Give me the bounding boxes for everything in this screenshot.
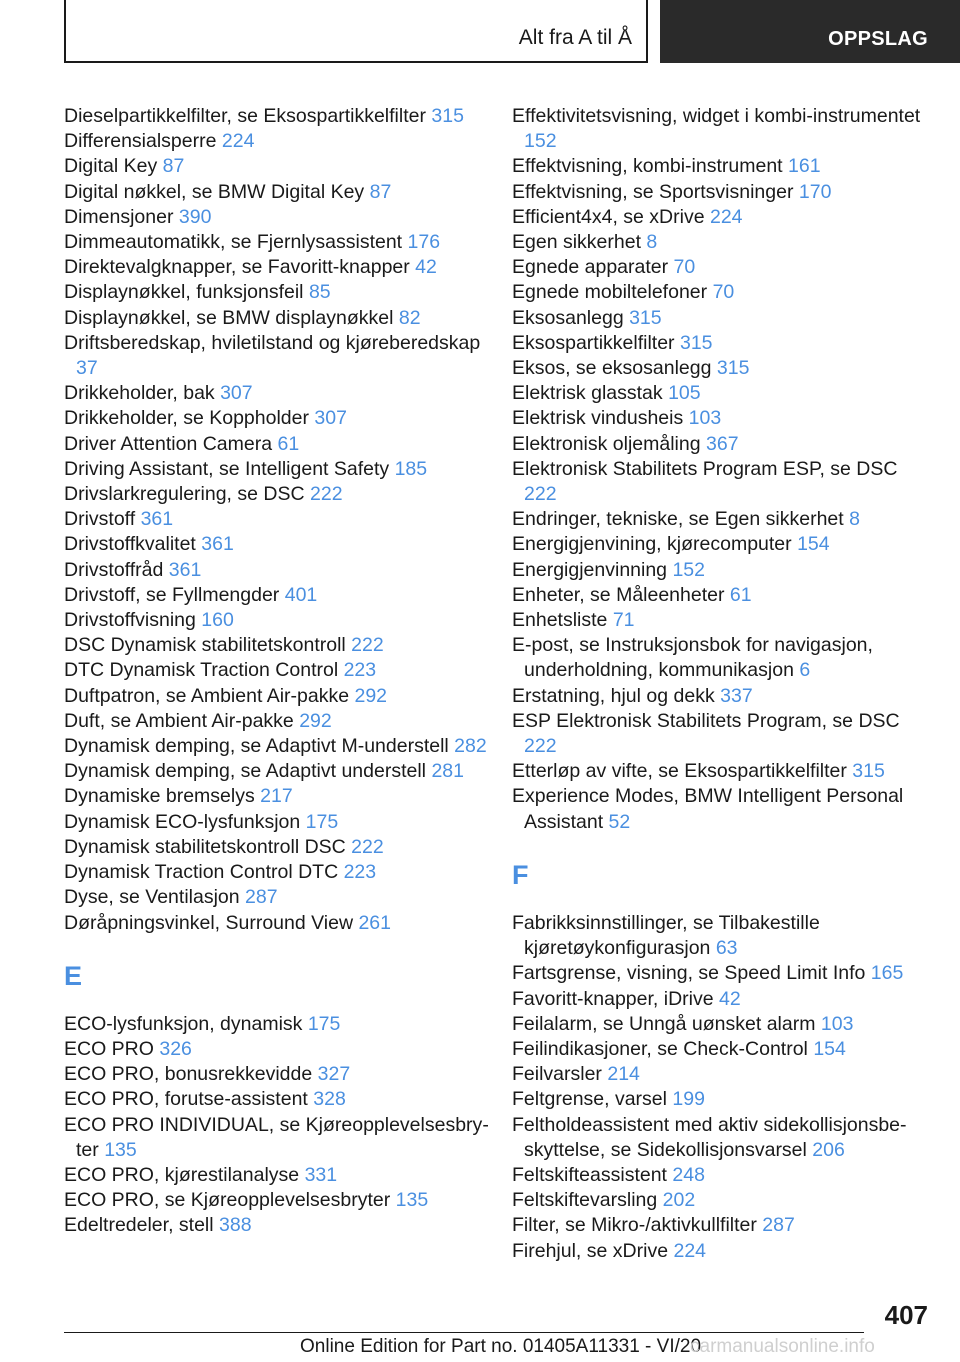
page-reference-link[interactable]: 281 xyxy=(431,760,464,783)
index-entry xyxy=(512,583,932,608)
index-entry xyxy=(512,180,932,205)
page-reference-link[interactable]: 307 xyxy=(314,407,347,430)
index-entry xyxy=(512,1163,932,1188)
page-reference-link[interactable]: 52 xyxy=(608,810,631,833)
index-entry-text: Eksospartikkelfilter xyxy=(512,331,680,354)
index-entry-text: Digital nøkkel, se BMW Digital Key xyxy=(64,180,370,203)
index-entry-text: Drivstoffråd xyxy=(64,558,169,581)
index-entry-text: Feilvarsler xyxy=(512,1063,608,1086)
index-entry xyxy=(64,633,494,658)
index-entry-text: Dynamiske bremselys xyxy=(64,785,261,808)
index-entry-text: Feltskifteassistent xyxy=(512,1163,673,1186)
page-reference-link[interactable]: 261 xyxy=(358,911,391,934)
page-reference-link[interactable]: 154 xyxy=(813,1037,846,1060)
index-entry-text: Egen sikkerhet xyxy=(512,231,647,254)
index-entry-text: Etterløp av vifte, se Eksospartikkelfilter xyxy=(512,760,853,783)
index-letter-heading: E xyxy=(64,960,83,991)
index-entry xyxy=(512,457,932,507)
index-entry-text: Feltskiftevarsling xyxy=(512,1189,663,1212)
index-entry-text: Effektvisning, kombi-instrument xyxy=(512,155,788,178)
index-entry-text: Duft, se Ambient Air-pakke xyxy=(64,709,300,732)
index-entry xyxy=(512,961,932,986)
index-entry-text: Feltholdeassistent med aktiv sidekollisjonsbeskyttelse, se Sidekollisjonsvarsel xyxy=(512,1113,907,1161)
page-reference-link[interactable]: 8 xyxy=(646,231,658,254)
index-entry xyxy=(512,532,932,557)
chapter-tab-label: OPPSLAG xyxy=(828,28,928,50)
index-entry xyxy=(64,205,494,230)
index-entry-text: Direktevalgknapper, se Favoritt-knapper xyxy=(64,256,416,279)
index-entry xyxy=(64,835,494,860)
index-entry xyxy=(512,1037,932,1062)
index-entry xyxy=(64,129,494,154)
index-entry-text: Elektrisk vindusheis xyxy=(512,407,689,430)
page-reference-link[interactable]: 199 xyxy=(672,1088,705,1111)
page-reference-link[interactable]: 223 xyxy=(343,861,377,884)
index-entry-text: Efficient4x4, se xDrive xyxy=(512,205,710,228)
index-entry-text: Drikkeholder, se Koppholder xyxy=(64,407,315,430)
index-entry-text: Duftpatron, se Ambient Air-pakke xyxy=(64,684,355,707)
edition-note: Online Edition for Part no. 01405A11331 - VI/20 xyxy=(300,1336,702,1357)
index-entry xyxy=(64,1062,494,1087)
index-entry-text: Feilalarm, se Unngå uønsket alarm xyxy=(512,1012,821,1035)
index-entry xyxy=(64,482,494,507)
page-reference-link[interactable]: 214 xyxy=(607,1063,640,1086)
page-reference-link[interactable]: 61 xyxy=(729,583,752,606)
watermark: carmanualsonline.info xyxy=(690,1336,875,1357)
page-reference-link[interactable]: 70 xyxy=(673,256,696,279)
index-entry-text: Elektronisk Stabilitets Program ESP, se DSC xyxy=(512,457,898,480)
page-reference-link[interactable]: 37 xyxy=(76,357,98,380)
index-entry xyxy=(64,784,494,809)
index-entry-text: Dynamisk demping, se Adaptivt understell xyxy=(64,760,432,783)
index-entry xyxy=(512,280,932,305)
index-entry-text: Displaynøkkel, se BMW displaynøkkel xyxy=(64,306,399,329)
page-reference-link[interactable]: 361 xyxy=(201,533,234,556)
index-entry xyxy=(64,1113,494,1163)
page-reference-link[interactable]: 361 xyxy=(140,508,174,531)
index-entry-text: DSC Dynamisk stabilitetskontroll xyxy=(64,634,352,657)
index-entry xyxy=(512,406,932,431)
index-entry-text: ESP Elektronisk Stabilitets Program, se DSC xyxy=(512,709,900,732)
index-entry-text: Elektronisk oljemåling xyxy=(512,432,707,455)
page-reference-link[interactable]: 222 xyxy=(351,835,384,858)
index-entry xyxy=(64,1012,494,1037)
page-reference-link[interactable]: 206 xyxy=(812,1138,845,1161)
index-entry xyxy=(64,608,494,633)
index-entry-text: Dynamisk Traction Control DTC xyxy=(64,861,344,884)
page-reference-link[interactable]: 85 xyxy=(308,281,331,304)
index-entry xyxy=(64,154,494,179)
index-entry xyxy=(64,457,494,482)
page-reference-link[interactable]: 103 xyxy=(820,1012,854,1035)
index-entry-text: Egnede apparater xyxy=(512,256,674,279)
index-entry xyxy=(64,911,494,936)
index-entry xyxy=(512,507,932,532)
index-entry xyxy=(64,860,494,885)
page-reference-link[interactable]: 361 xyxy=(168,558,202,581)
index-entry xyxy=(512,432,932,457)
index-entry xyxy=(64,306,494,331)
index-entry xyxy=(64,1163,494,1188)
index-entry-text: Fabrikksinnstillinger, se Tilbakestille kjøretøykonfigurasjon xyxy=(512,911,820,960)
index-entry-text: ECO PRO, bonusrekkevidde xyxy=(64,1063,318,1086)
page-reference-link[interactable]: 135 xyxy=(395,1189,429,1212)
index-column-left xyxy=(64,104,494,1239)
index-entry-text: Dieselpartikkelfilter, se Eksospartikkelfilter xyxy=(64,105,432,127)
index-entry-text: Egnede mobiltelefoner xyxy=(512,281,713,304)
index-entry xyxy=(512,230,932,255)
index-entry-text: DTC Dynamisk Traction Control xyxy=(64,659,344,682)
index-entry xyxy=(512,255,932,280)
index-entry-text: Favoritt-knapper, iDrive xyxy=(512,987,719,1010)
page-reference-link[interactable]: 315 xyxy=(852,760,885,783)
page-reference-link[interactable]: 287 xyxy=(762,1214,795,1237)
page-reference-link[interactable]: 388 xyxy=(219,1214,252,1237)
index-entry-text: Dimensjoner xyxy=(64,205,179,228)
index-entry-text: ECO PRO INDIVIDUAL, se Kjøreopplevelsesbryter xyxy=(64,1113,489,1161)
index-entry-text: Feilindikasjoner, se Check-Control xyxy=(512,1037,814,1060)
page-reference-link[interactable]: 222 xyxy=(524,735,557,758)
page-reference-link[interactable]: 315 xyxy=(629,306,662,329)
page-reference-link[interactable]: 327 xyxy=(317,1063,351,1086)
index-entry xyxy=(64,280,494,305)
index-entry-text: Endringer, tekniske, se Egen sikkerhet xyxy=(512,508,850,531)
index-entry xyxy=(512,1188,932,1213)
index-entry xyxy=(512,104,932,154)
index-entry-text: Dyse, se Ventilasjon xyxy=(64,886,246,909)
index-entry xyxy=(64,1188,494,1213)
index-entry-text: E-post, se Instruksjonsbok for navigasjon, underholdning, kommunikasjon xyxy=(512,634,873,682)
page-reference-link[interactable]: 71 xyxy=(612,609,635,632)
page-reference-link[interactable]: 223 xyxy=(343,659,377,682)
page-reference-link[interactable]: 390 xyxy=(178,205,212,228)
index-entry-text: Eksos, se eksosanlegg xyxy=(512,357,717,380)
index-entry xyxy=(64,532,494,557)
page-reference-link[interactable]: 82 xyxy=(398,306,421,329)
index-entry xyxy=(512,684,932,709)
index-entry xyxy=(64,1037,494,1062)
page-reference-link[interactable]: 170 xyxy=(798,180,832,203)
index-entry-text: ECO PRO xyxy=(64,1037,160,1060)
index-entry xyxy=(64,885,494,910)
index-entry-text: Differensialsperre xyxy=(64,130,222,153)
index-letter-heading: F xyxy=(512,859,529,890)
index-entry-text: Drivstoff, se Fyllmengder xyxy=(64,583,285,606)
index-entry xyxy=(512,709,932,759)
index-entry xyxy=(512,911,932,961)
page-reference-link[interactable]: 87 xyxy=(162,155,185,178)
page-reference-link[interactable]: 331 xyxy=(304,1163,338,1186)
index-entry-text: Drivstoffkvalitet xyxy=(64,533,202,556)
page-reference-link[interactable]: 152 xyxy=(524,130,557,153)
index-entry-text: Firehjul, se xDrive xyxy=(512,1239,674,1262)
index-entry xyxy=(512,154,932,179)
index-entry xyxy=(64,583,494,608)
page-reference-link[interactable]: 217 xyxy=(260,785,293,808)
index-entry-text: Drivstoffvisning xyxy=(64,609,202,632)
index-entry-text: Energigjenvinning xyxy=(512,558,673,581)
index-entry xyxy=(64,558,494,583)
page-reference-link[interactable]: 222 xyxy=(524,483,557,506)
index-entry xyxy=(64,709,494,734)
index-entry xyxy=(64,658,494,683)
index-entry-text: Drikkeholder, bak xyxy=(64,382,221,405)
page-reference-link[interactable]: 326 xyxy=(159,1037,192,1060)
index-entry xyxy=(64,810,494,835)
index-entry-text: Enhetsliste xyxy=(512,609,613,632)
page-reference-link[interactable]: 63 xyxy=(715,937,738,960)
page-reference-link[interactable]: 135 xyxy=(104,1138,137,1161)
index-entry xyxy=(64,104,494,129)
page-reference-link[interactable]: 176 xyxy=(407,231,441,254)
page-reference-link[interactable]: 70 xyxy=(712,281,735,304)
index-entry-text: Døråpningsvinkel, Surround View xyxy=(64,911,359,934)
index-entry xyxy=(512,633,932,683)
index-entry xyxy=(64,1087,494,1112)
page-reference-link[interactable]: 42 xyxy=(719,987,741,1010)
page-reference-link[interactable]: 202 xyxy=(662,1189,696,1212)
index-entry xyxy=(64,180,494,205)
index-entry-text: ECO-lysfunksjon, dynamisk xyxy=(64,1012,308,1035)
index-entry-text: Eksosanlegg xyxy=(512,306,630,329)
page-reference-link[interactable]: 105 xyxy=(668,382,701,405)
index-entry xyxy=(512,1012,932,1037)
page-reference-link[interactable]: 315 xyxy=(431,105,464,127)
index-entry-text: Feltgrense, varsel xyxy=(512,1088,673,1111)
page-reference-link[interactable]: 175 xyxy=(307,1012,341,1035)
index-entry xyxy=(512,1113,932,1163)
index-entry xyxy=(64,759,494,784)
index-entry xyxy=(512,558,932,583)
index-entry xyxy=(64,331,494,381)
page-reference-link[interactable]: 42 xyxy=(415,256,437,279)
index-entry xyxy=(512,205,932,230)
page-reference-link[interactable]: 292 xyxy=(299,709,332,732)
page-reference-link[interactable]: 367 xyxy=(706,432,739,455)
index-entry-text: Digital Key xyxy=(64,155,163,178)
index-entry-text: Driving Assistant, se Intelligent Safety xyxy=(64,457,395,480)
page-reference-link[interactable]: 175 xyxy=(305,810,339,833)
page-reference-link[interactable]: 224 xyxy=(221,130,255,153)
page-reference-link[interactable]: 224 xyxy=(673,1239,707,1262)
index-entry-text: Driftsberedskap, hviletilstand og kjøreberedskap xyxy=(64,331,481,354)
index-entry-text: Edeltredeler, stell xyxy=(64,1214,220,1237)
index-entry-text: Dimmeautomatikk, se Fjernlysassistent xyxy=(64,231,408,254)
page-reference-link[interactable]: 282 xyxy=(454,735,487,758)
page-reference-link[interactable]: 103 xyxy=(688,407,722,430)
page-reference-link[interactable]: 8 xyxy=(849,508,860,531)
page-reference-link[interactable]: 307 xyxy=(220,382,253,405)
index-entry xyxy=(512,331,932,356)
index-entry-text: Enheter, se Måleenheter xyxy=(512,583,730,606)
index-entry xyxy=(512,608,932,633)
page-reference-link[interactable]: 154 xyxy=(797,533,830,556)
page-reference-link[interactable]: 315 xyxy=(679,331,713,354)
page-reference-link[interactable]: 328 xyxy=(313,1088,346,1111)
index-entry-text: Effektivitetsvisning, widget i kombi-instrumentet xyxy=(512,105,921,127)
header-section-box xyxy=(64,0,648,63)
index-entry xyxy=(512,1213,932,1238)
page-number: 407 xyxy=(884,1300,928,1330)
page-reference-link[interactable]: 401 xyxy=(284,583,318,606)
chapter-tab xyxy=(660,0,960,63)
index-entry xyxy=(512,1087,932,1112)
footer-rule xyxy=(64,1332,864,1333)
index-entry xyxy=(512,1239,932,1264)
section-title: Alt fra A til Å xyxy=(518,26,632,49)
index-entry-text: Energigjenvining, kjørecomputer xyxy=(512,533,798,556)
index-entry xyxy=(512,1062,932,1087)
index-entry xyxy=(512,381,932,406)
index-entry xyxy=(512,784,932,834)
page-reference-link[interactable]: 185 xyxy=(394,457,428,480)
index-entry-text: Dynamisk ECO-lysfunksjon xyxy=(64,810,306,833)
index-entry xyxy=(64,381,494,406)
page-reference-link[interactable]: 165 xyxy=(870,962,904,985)
index-entry-text: Dynamisk stabilitetskontroll DSC xyxy=(64,835,352,858)
index-entry-text: ECO PRO, forutse-assistent xyxy=(64,1088,314,1111)
index-entry xyxy=(64,1213,494,1238)
index-entry xyxy=(512,356,932,381)
index-entry-text: Filter, se Mikro-/aktivkullfilter xyxy=(512,1214,763,1237)
index-entry-text: Drivstoff xyxy=(64,508,141,531)
index-entry-text: ECO PRO, se Kjøreopplevelsesbryter xyxy=(64,1189,396,1212)
index-entry xyxy=(64,734,494,759)
index-entry xyxy=(64,406,494,431)
page-reference-link[interactable]: 161 xyxy=(788,155,821,178)
page-reference-link[interactable]: 224 xyxy=(709,205,743,228)
index-entry xyxy=(64,255,494,280)
index-entry-text: Fartsgrense, visning, se Speed Limit Info xyxy=(512,962,871,985)
index-entry-text: Experience Modes, BMW Intelligent Personal Assistant xyxy=(512,785,904,833)
page-reference-link[interactable]: 6 xyxy=(799,659,811,682)
index-entry-text: Effektvisning, se Sportsvisninger xyxy=(512,180,799,203)
index-entry-text: Displaynøkkel, funksjonsfeil xyxy=(64,281,309,304)
index-entry xyxy=(512,306,932,331)
page-reference-link[interactable]: 248 xyxy=(672,1163,705,1186)
index-entry-text: Erstatning, hjul og dekk xyxy=(512,684,721,707)
index-entry-text: Elektrisk glasstak xyxy=(512,382,669,405)
page-reference-link[interactable]: 152 xyxy=(672,558,705,581)
page-reference-link[interactable]: 61 xyxy=(277,432,300,455)
index-entry-text: Driver Attention Camera xyxy=(64,432,278,455)
index-entry xyxy=(64,230,494,255)
page-reference-link[interactable]: 160 xyxy=(201,609,234,632)
index-entry xyxy=(64,684,494,709)
page-reference-link[interactable]: 292 xyxy=(354,684,388,707)
page-reference-link[interactable]: 87 xyxy=(369,180,392,203)
index-entry-text: ECO PRO, kjørestilanalyse xyxy=(64,1163,305,1186)
page-reference-link[interactable]: 222 xyxy=(310,483,343,506)
index-entry xyxy=(512,759,932,784)
page-reference-link[interactable]: 315 xyxy=(716,357,750,380)
index-entry xyxy=(64,507,494,532)
index-entry-text: Drivslarkregulering, se DSC xyxy=(64,483,310,506)
index-entry xyxy=(64,432,494,457)
page-reference-link[interactable]: 222 xyxy=(351,634,384,657)
index-column-right xyxy=(512,104,932,1264)
page-reference-link[interactable]: 287 xyxy=(245,886,278,909)
index-entry xyxy=(512,987,932,1012)
index-entry-text: Dynamisk demping, se Adaptivt M-understell xyxy=(64,735,455,758)
page-reference-link[interactable]: 337 xyxy=(720,684,753,707)
